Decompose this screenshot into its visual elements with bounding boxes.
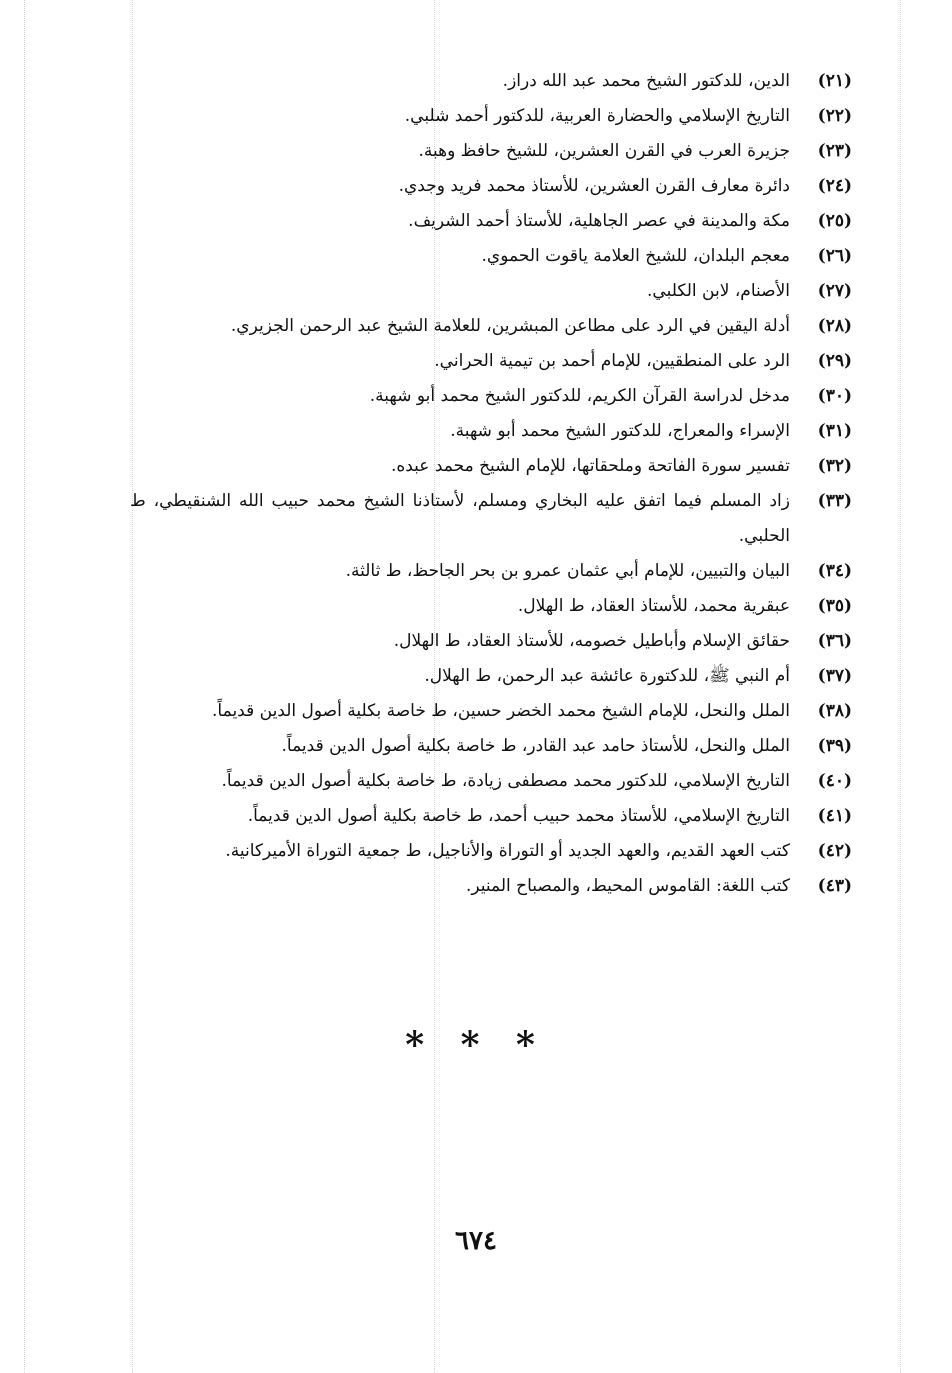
reference-text: معجم البلدان، للشيخ العلامة ياقوت الحموي. — [481, 246, 790, 266]
reference-number: (٣٦) — [817, 631, 852, 651]
reference-text: أم النبي ﷺ، للدكتورة عائشة عبد الرحمن، ط الهلال. — [424, 666, 790, 686]
reference-item — [130, 869, 852, 904]
reference-item — [130, 624, 852, 659]
reference-text: التاريخ الإسلامي، للأستاذ محمد حبيب أحمد، ط خاصة بكلية أصول الدين قديماً. — [247, 806, 790, 826]
reference-text: التاريخ الإسلامي، للدكتور محمد مصطفى زيادة، ط خاصة بكلية أصول الدين قديماً. — [221, 771, 790, 791]
reference-text: مدخل لدراسة القرآن الكريم، للدكتور الشيخ محمد أبو شهبة. — [369, 386, 790, 406]
reference-text: الدين، للدكتور الشيخ محمد عبد الله دراز. — [502, 71, 790, 91]
reference-text: التاريخ الإسلامي والحضارة العربية، للدكتور أحمد شلبي. — [404, 106, 790, 126]
reference-item — [130, 799, 852, 834]
reference-number: (٣١) — [817, 421, 852, 441]
reference-item — [130, 554, 852, 589]
reference-text: البيان والتبيين، للإمام أبي عثمان عمرو بن بحر الجاحظ، ط ثالثة. — [345, 561, 790, 581]
reference-item — [130, 309, 852, 344]
reference-item — [130, 589, 852, 624]
reference-item — [130, 414, 852, 449]
reference-item — [130, 659, 852, 694]
reference-item — [130, 344, 852, 379]
reference-item — [130, 239, 852, 274]
reference-text: الإسراء والمعراج، للدكتور الشيخ محمد أبو شهبة. — [450, 421, 790, 441]
reference-text: الملل والنحل، للأستاذ حامد عبد القادر، ط خاصة بكلية أصول الدين قديماً. — [281, 736, 790, 756]
reference-item — [130, 764, 852, 799]
reference-text: الرد على المنطقيين، للإمام أحمد بن تيمية الحراني. — [434, 351, 790, 371]
reference-text: جزيرة العرب في القرن العشرين، للشيخ حافظ وهبة. — [418, 141, 790, 161]
reference-list — [130, 64, 852, 904]
reference-text: أدلة اليقين في الرد على مطاعن المبشرين، للعلامة الشيخ عبد الرحمن الجزيري. — [230, 316, 790, 336]
reference-number: (٢٣) — [817, 141, 852, 161]
reference-item — [130, 729, 852, 764]
page-number: ٦٧٤ — [455, 1226, 497, 1256]
reference-number: (٣٧) — [817, 666, 852, 686]
reference-number: (٣٠) — [817, 386, 852, 406]
scan-artifact — [900, 0, 901, 1373]
reference-text: الملل والنحل، للإمام الشيخ محمد الخضر حسين، ط خاصة بكلية أصول الدين قديماً. — [212, 701, 790, 721]
reference-number: (٣٤) — [817, 561, 852, 581]
reference-number: (٣٣) — [817, 491, 852, 511]
reference-number: (٢٩) — [817, 351, 852, 371]
reference-number: (٤٠) — [817, 771, 852, 791]
reference-number: (٢٧) — [817, 281, 852, 301]
reference-number: (٤١) — [817, 806, 852, 826]
reference-text: كتب العهد القديم، والعهد الجديد أو التوراة والأناجيل، ط جمعية التوراة الأميركانية. — [225, 841, 790, 861]
reference-item — [130, 169, 852, 204]
reference-item — [130, 99, 852, 134]
reference-text: دائرة معارف القرن العشرين، للأستاذ محمد فريد وجدي. — [398, 176, 790, 196]
reference-item — [130, 694, 852, 729]
reference-number: (٢٦) — [817, 246, 852, 266]
scan-artifact — [24, 0, 25, 1373]
reference-number: (٤٢) — [817, 841, 852, 861]
reference-text: الأصنام، لابن الكلبي. — [647, 281, 790, 301]
reference-number: (٣٨) — [817, 701, 852, 721]
reference-item — [130, 204, 852, 239]
reference-item — [130, 274, 852, 309]
reference-item — [130, 834, 852, 869]
reference-item — [130, 449, 852, 484]
reference-text: كتب اللغة: القاموس المحيط، والمصباح المنير. — [465, 876, 790, 896]
reference-text: حقائق الإسلام وأباطيل خصومه، للأستاذ العقاد، ط الهلال. — [393, 631, 790, 651]
reference-number: (٤٣) — [817, 876, 852, 896]
reference-number: (٢١) — [817, 71, 852, 91]
reference-number: (٢٤) — [817, 176, 852, 196]
reference-item — [130, 484, 852, 554]
reference-number: (٢٨) — [817, 316, 852, 336]
reference-item — [130, 134, 852, 169]
reference-number: (٣٥) — [817, 596, 852, 616]
reference-number: (٢٥) — [817, 211, 852, 231]
reference-text: زاد المسلم فيما اتفق عليه البخاري ومسلم، لأستاذنا الشيخ محمد حبيب الله الشنقيطي، ط الحلبي. — [130, 491, 790, 546]
reference-number: (٣٩) — [817, 736, 852, 756]
reference-text: مكة والمدينة في عصر الجاهلية، للأستاذ أحمد الشريف. — [408, 211, 790, 231]
reference-number: (٢٢) — [817, 106, 852, 126]
reference-text: تفسير سورة الفاتحة وملحقاتها، للإمام الشيخ محمد عبده. — [390, 456, 790, 476]
reference-item — [130, 379, 852, 414]
section-separator: * * * — [405, 1024, 547, 1066]
reference-item — [130, 64, 852, 99]
reference-text: عبقرية محمد، للأستاذ العقاد، ط الهلال. — [517, 596, 790, 616]
reference-number: (٣٢) — [817, 456, 852, 476]
